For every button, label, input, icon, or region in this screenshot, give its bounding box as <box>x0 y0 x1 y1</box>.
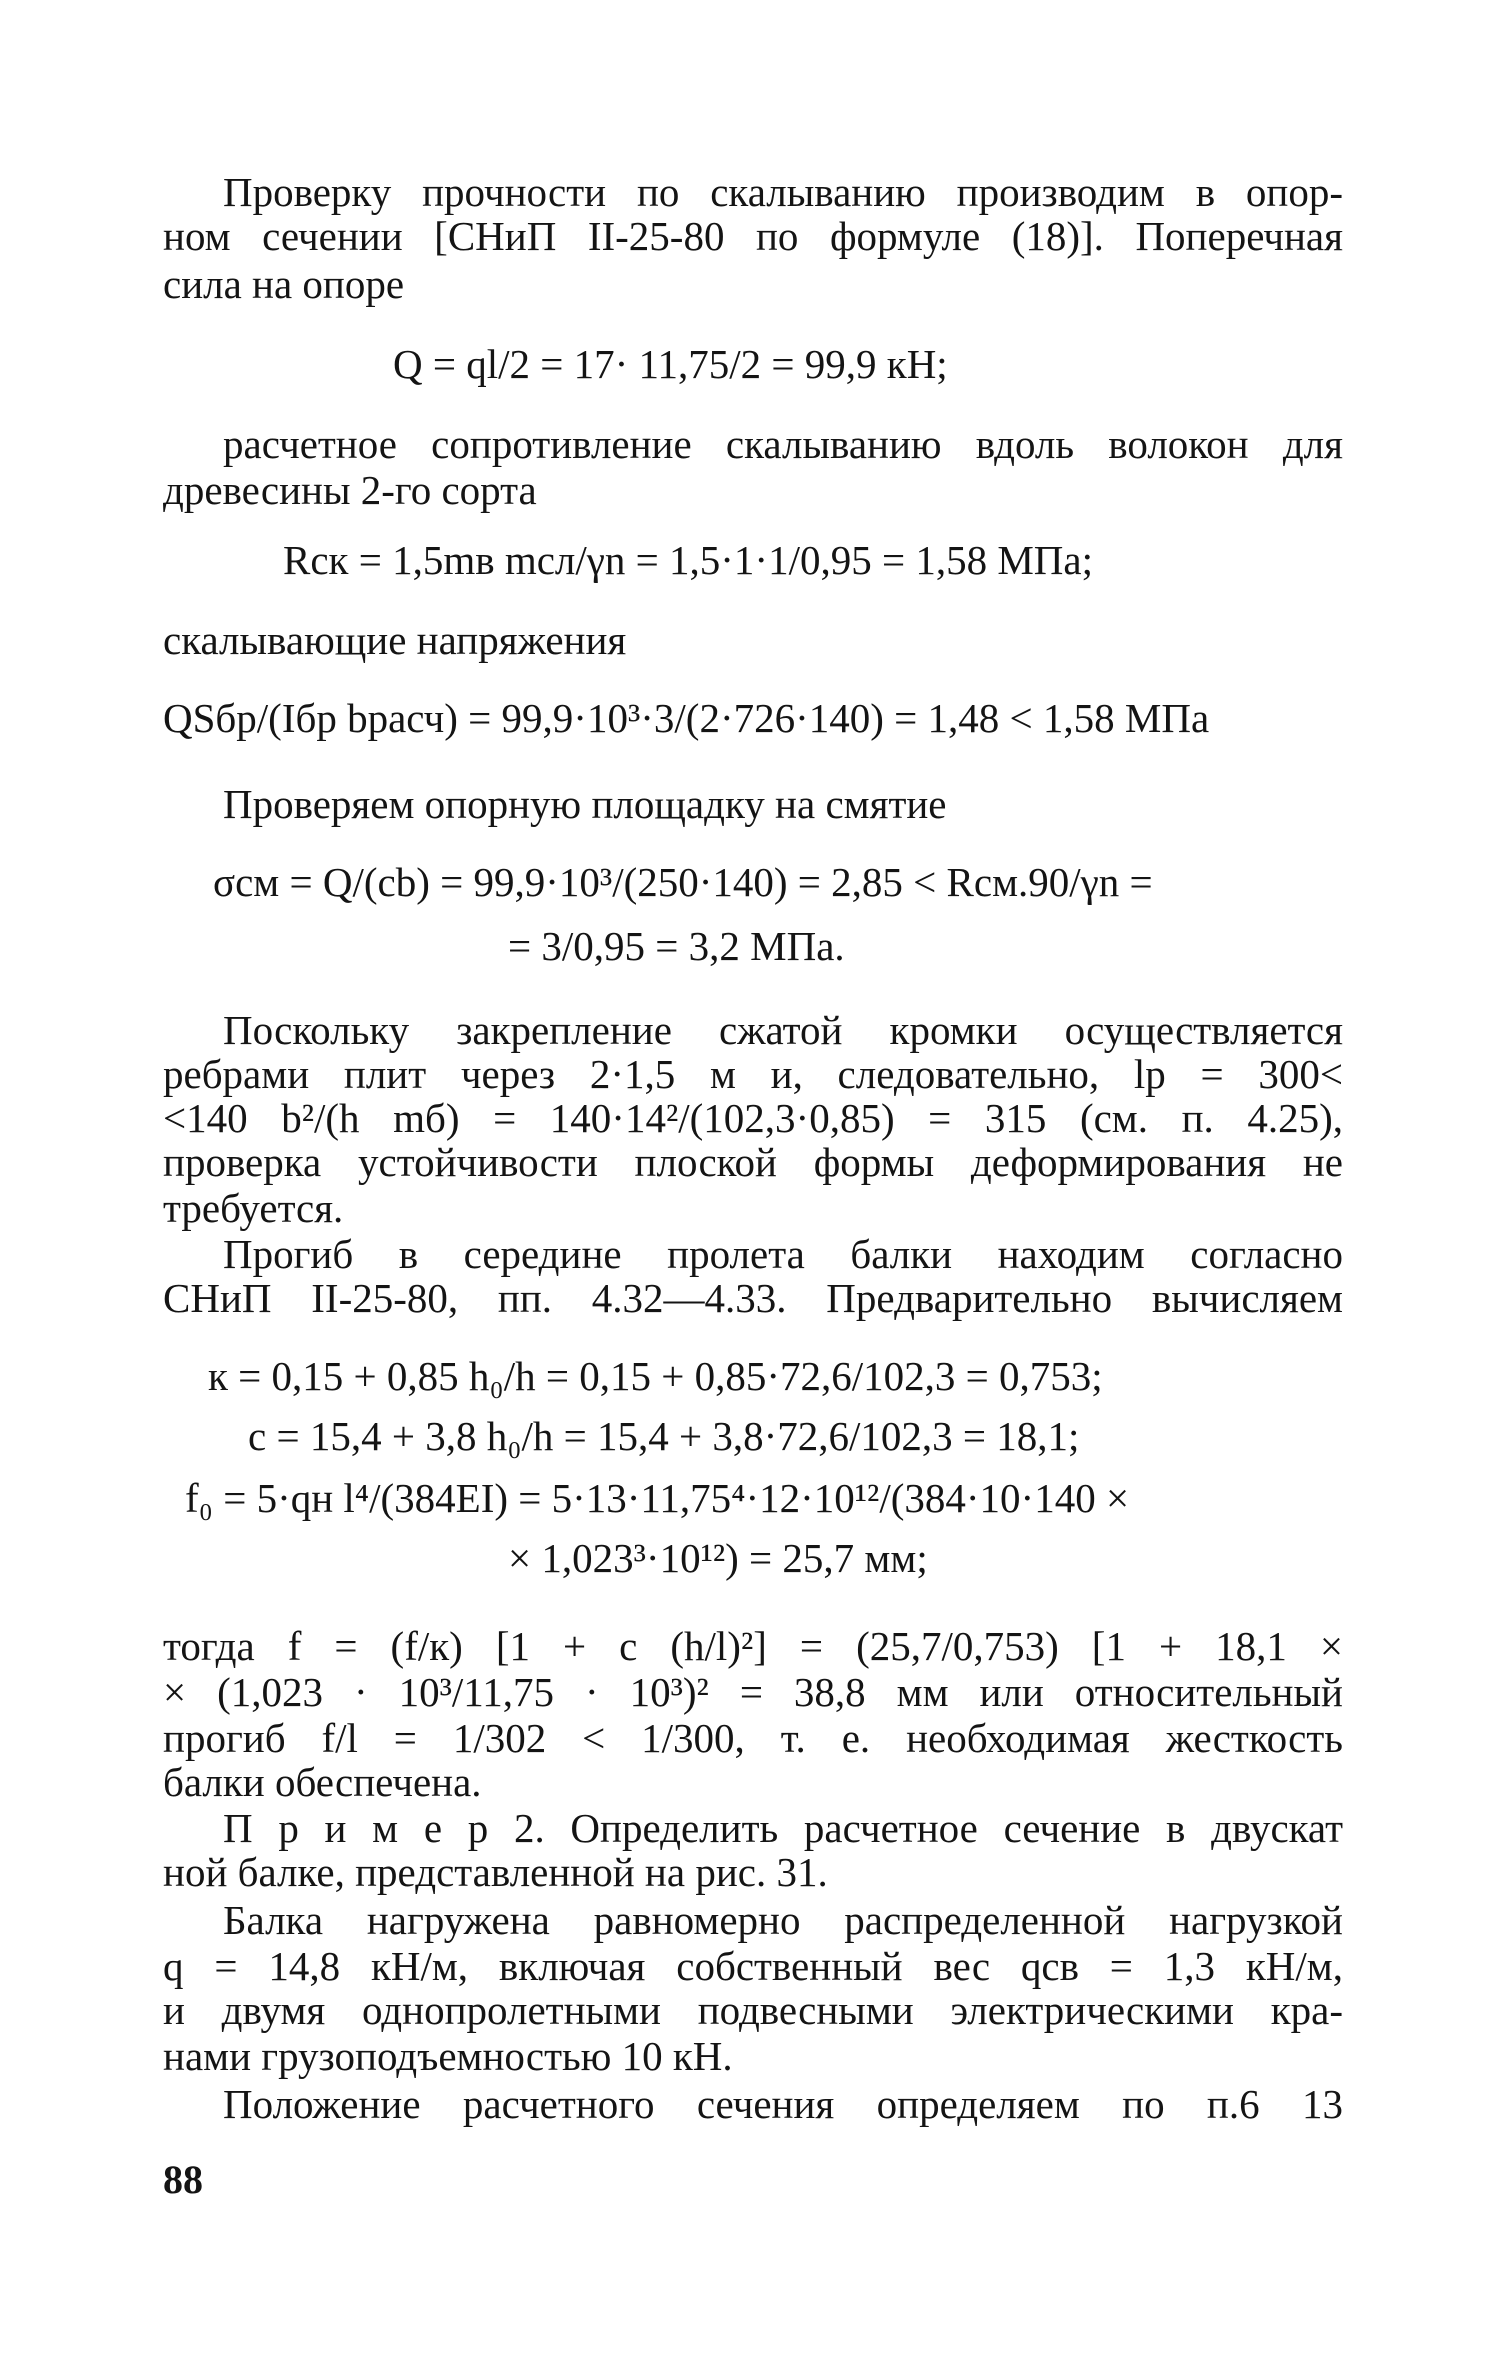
text-line: и двумя однопролетными подвесными электрическими кра- <box>163 1987 1343 2033</box>
formula: σсм = Q/(cb) = 99,9·10³/(250·140) = 2,85 < Rсм.90/γn = <box>213 859 1153 905</box>
formula: = 3/0,95 = 3,2 МПа. <box>508 923 845 969</box>
text-line: требуется. <box>163 1185 344 1231</box>
text-line: Балка нагружена равномерно распределенной нагрузкой <box>223 1897 1343 1943</box>
formula: f₀ = 5·qн l⁴/(384EI) = 5·13·11,75⁴·12·10¹²/(384·10·140 × <box>185 1475 1130 1521</box>
text-line: прогиб f/l = 1/302 < 1/300, т. е. необходимая жесткость <box>163 1715 1343 1761</box>
formula: к = 0,15 + 0,85 h₀/h = 0,15 + 0,85·72,6/102,3 = 0,753; <box>208 1353 1103 1399</box>
page-number: 88 <box>163 2157 203 2202</box>
text-line: балки обеспечена. <box>163 1759 482 1805</box>
text-line: Проверку прочности по скалыванию производим в опор- <box>223 169 1343 215</box>
text-line: нами грузоподъемностью 10 кН. <box>163 2033 733 2079</box>
text-line: Проверяем опорную площадку на смятие <box>223 781 947 827</box>
text-line: тогда f = (f/к) [1 + c (h/l)²] = (25,7/0,753) [1 + 18,1 × <box>163 1623 1343 1669</box>
text-line: Прогиб в середине пролета балки находим согласно <box>223 1231 1343 1277</box>
formula: QSбр/(Iбр bрасч) = 99,9·10³·3/(2·726·140) = 1,48 < 1,58 МПа <box>163 695 1210 741</box>
text-line: ном сечении [СНиП II-25-80 по формуле (18)]. Поперечная <box>163 213 1343 259</box>
text-line: скалывающие напряжения <box>163 617 627 663</box>
text-line: древесины 2-го сорта <box>163 467 537 513</box>
text-line: <140 b²/(h mб) = 140·14²/(102,3·0,85) = 315 (см. п. 4.25), <box>163 1095 1343 1141</box>
text-line: q = 14,8 кН/м, включая собственный вес qсв = 1,3 кН/м, <box>163 1943 1343 1989</box>
document-page <box>163 168 1343 2318</box>
text-line: расчетное сопротивление скалыванию вдоль волокон для <box>223 421 1343 467</box>
text-line: СНиП II-25-80, пп. 4.32—4.33. Предварительно вычисляем <box>163 1275 1343 1321</box>
text-line: проверка устойчивости плоской формы деформирования не <box>163 1139 1343 1185</box>
text-line: × (1,023 · 10³/11,75 · 10³)² = 38,8 мм или относительный <box>163 1669 1343 1715</box>
text-line: ной балке, представленной на рис. 31. <box>163 1849 828 1895</box>
formula: Q = ql/2 = 17· 11,75/2 = 99,9 кН; <box>393 341 948 387</box>
text-line: Поскольку закрепление сжатой кромки осуществляется <box>223 1007 1343 1053</box>
formula: c = 15,4 + 3,8 h₀/h = 15,4 + 3,8·72,6/102,3 = 18,1; <box>248 1413 1080 1459</box>
text-line: П р и м е р 2. Определить расчетное сечение в двускат <box>223 1805 1343 1851</box>
text-line: Положение расчетного сечения определяем по п.6 13 <box>223 2081 1343 2127</box>
text-line: сила на опоре <box>163 261 405 307</box>
formula: × 1,023³·10¹²) = 25,7 мм; <box>508 1535 928 1581</box>
text-line: ребрами плит через 2·1,5 м и, следовательно, lр = 300< <box>163 1051 1343 1097</box>
formula: Rск = 1,5mв mсл/γn = 1,5·1·1/0,95 = 1,58 МПа; <box>283 537 1093 583</box>
